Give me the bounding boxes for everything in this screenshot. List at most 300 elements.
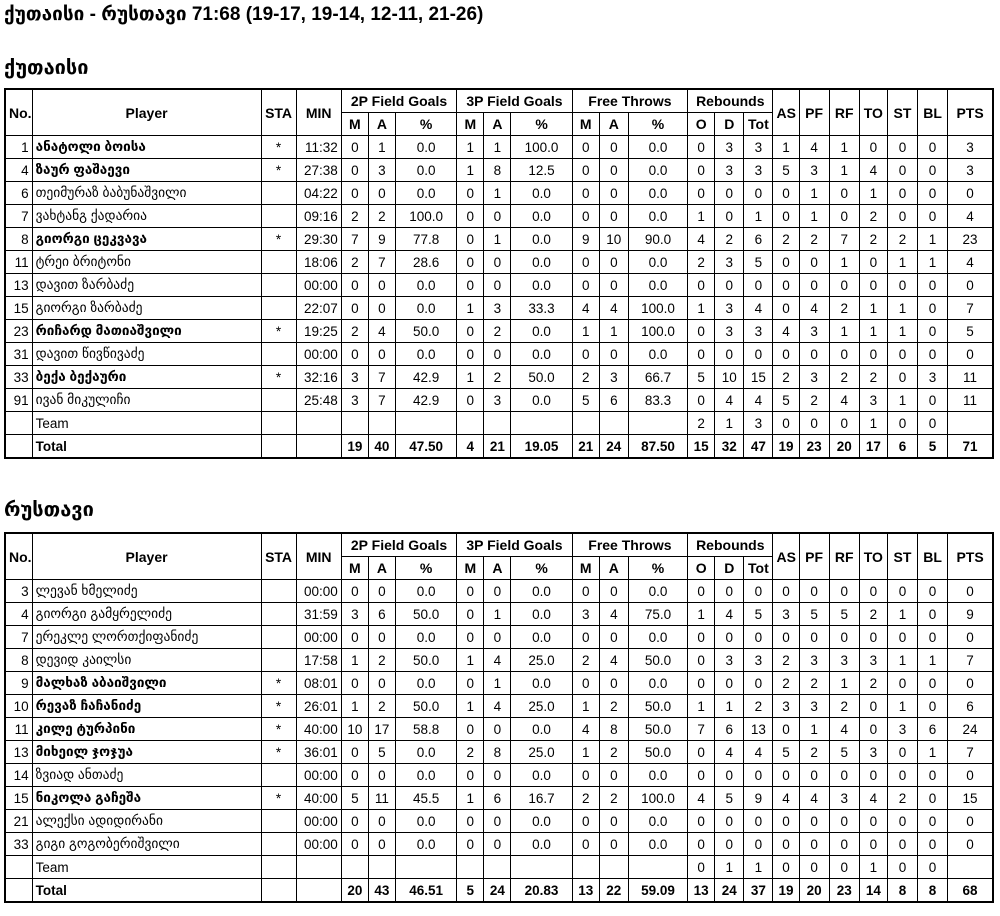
- cell-m2: 0: [341, 343, 368, 366]
- cell-no: 8: [5, 649, 32, 672]
- cell-bl: 6: [918, 718, 948, 741]
- total-cell-as: 19: [773, 879, 799, 903]
- cell-m3: 1: [457, 297, 484, 320]
- cell-tot: 1: [744, 205, 773, 228]
- cell-p2: 0.0: [395, 810, 456, 833]
- cell-p2: 0.0: [395, 159, 456, 182]
- cell-name: ლევან ხმელიძე: [32, 580, 261, 603]
- team-cell-bl: 0: [918, 412, 948, 435]
- cell-as: 0: [773, 274, 799, 297]
- cell-o: 0: [688, 274, 715, 297]
- cell-st: 0: [887, 343, 917, 366]
- cell-bl: 0: [918, 182, 948, 205]
- cell-tot: 5: [744, 251, 773, 274]
- player-row: [5, 580, 993, 603]
- cell-pts: 0: [948, 343, 993, 366]
- cell-a3: 1: [484, 182, 511, 205]
- cell-rf: 0: [829, 205, 859, 228]
- cell-name: მიხეილ ჯოჯუა: [32, 741, 261, 764]
- cell-no: 33: [5, 366, 32, 389]
- cell-m3: 2: [457, 741, 484, 764]
- cell-tot: 4: [744, 741, 773, 764]
- team-cell-rf: 0: [829, 856, 859, 879]
- cell-pts: 3: [948, 159, 993, 182]
- cell-st: 3: [887, 718, 917, 741]
- cell-tot: 0: [744, 833, 773, 856]
- cell-af: 0: [599, 626, 628, 649]
- cell-p3: 0.0: [511, 389, 572, 412]
- cell-mf: 3: [572, 603, 599, 626]
- cell-sta: [261, 764, 296, 787]
- cell-p2: 50.0: [395, 649, 456, 672]
- cell-as: 0: [773, 718, 799, 741]
- cell-af: 4: [599, 649, 628, 672]
- cell-pts: 4: [948, 251, 993, 274]
- player-row: [5, 649, 993, 672]
- cell-tot: 3: [744, 320, 773, 343]
- cell-p2: 0.0: [395, 182, 456, 205]
- team-cell-d: 1: [715, 856, 744, 879]
- cell-name: გიორგი ცეკვავა: [32, 228, 261, 251]
- total-cell-d: 32: [715, 435, 744, 459]
- team-cell-af: [599, 412, 628, 435]
- total-cell-tot: 47: [744, 435, 773, 459]
- cell-pts: 0: [948, 580, 993, 603]
- cell-p3: 16.7: [511, 787, 572, 810]
- cell-sta: *: [261, 672, 296, 695]
- cell-o: 1: [688, 205, 715, 228]
- cell-af: 2: [599, 787, 628, 810]
- cell-tot: 4: [744, 389, 773, 412]
- cell-m2: 1: [341, 695, 368, 718]
- cell-a2: 7: [368, 366, 395, 389]
- cell-tot: 15: [744, 366, 773, 389]
- cell-o: 5: [688, 366, 715, 389]
- cell-a3: 1: [484, 672, 511, 695]
- cell-pf-ft: 0.0: [628, 251, 687, 274]
- cell-name: მალხაზ აბაიშვილი: [32, 672, 261, 695]
- cell-sta: [261, 343, 296, 366]
- cell-no: 6: [5, 182, 32, 205]
- cell-p3: 0.0: [511, 580, 572, 603]
- player-row: [5, 389, 993, 412]
- cell-d: 3: [715, 649, 744, 672]
- cell-tot: 4: [744, 297, 773, 320]
- player-row: [5, 366, 993, 389]
- header-rf: RF: [829, 533, 859, 580]
- player-row: [5, 764, 993, 787]
- team-cell-p2: [395, 856, 456, 879]
- player-row: [5, 810, 993, 833]
- header-pct: %: [511, 557, 572, 580]
- cell-pf-ft: 66.7: [628, 366, 687, 389]
- cell-no: 10: [5, 695, 32, 718]
- cell-p2: 0.0: [395, 343, 456, 366]
- cell-as: 3: [773, 603, 799, 626]
- header-ft: Free Throws: [572, 89, 687, 113]
- cell-pf-ft: 83.3: [628, 389, 687, 412]
- cell-pf: 1: [799, 718, 829, 741]
- cell-st: 0: [887, 205, 917, 228]
- cell-rf: 3: [829, 649, 859, 672]
- cell-bl: 0: [918, 297, 948, 320]
- cell-to: 0: [859, 626, 887, 649]
- cell-p2: 42.9: [395, 366, 456, 389]
- cell-af: 4: [599, 297, 628, 320]
- total-cell-o: 15: [688, 435, 715, 459]
- cell-af: 0: [599, 833, 628, 856]
- cell-name: ზაურ ფაშაევი: [32, 159, 261, 182]
- cell-pf-ft: 0.0: [628, 182, 687, 205]
- cell-name: ალექსი ადიდირანი: [32, 810, 261, 833]
- cell-sta: [261, 205, 296, 228]
- cell-tot: 13: [744, 718, 773, 741]
- cell-st: 0: [887, 741, 917, 764]
- cell-rf: 0: [829, 274, 859, 297]
- cell-no: 15: [5, 297, 32, 320]
- cell-st: 0: [887, 833, 917, 856]
- header-m: M: [457, 557, 484, 580]
- cell-pf-ft: 0.0: [628, 136, 687, 159]
- cell-bl: 0: [918, 343, 948, 366]
- team-name-away: რუსთავი: [4, 499, 94, 521]
- cell-p2: 42.9: [395, 389, 456, 412]
- cell-p2: 0.0: [395, 672, 456, 695]
- cell-m2: 2: [341, 320, 368, 343]
- cell-o: 1: [688, 603, 715, 626]
- cell-m2: 0: [341, 136, 368, 159]
- team-cell-as: 0: [773, 856, 799, 879]
- cell-a2: 0: [368, 672, 395, 695]
- cell-min: 40:00: [296, 718, 341, 741]
- cell-st: 1: [887, 603, 917, 626]
- team-cell-st: 0: [887, 856, 917, 879]
- cell-a3: 6: [484, 787, 511, 810]
- cell-no: 13: [5, 274, 32, 297]
- cell-mf: 4: [572, 718, 599, 741]
- cell-o: 4: [688, 787, 715, 810]
- cell-tot: 0: [744, 343, 773, 366]
- team-cell-p3: [511, 412, 572, 435]
- cell-mf: 2: [572, 787, 599, 810]
- team-cell-pf-ft: [628, 856, 687, 879]
- cell-sta: [261, 297, 296, 320]
- cell-mf: 0: [572, 764, 599, 787]
- cell-p2: 0.0: [395, 626, 456, 649]
- cell-min: 00:00: [296, 764, 341, 787]
- cell-a3: 1: [484, 228, 511, 251]
- cell-bl: 0: [918, 274, 948, 297]
- cell-rf: 4: [829, 389, 859, 412]
- cell-p2: 50.0: [395, 603, 456, 626]
- cell-rf: 0: [829, 626, 859, 649]
- cell-bl: 3: [918, 366, 948, 389]
- cell-tot: 0: [744, 182, 773, 205]
- total-cell-o: 13: [688, 879, 715, 903]
- team-cell-o: 2: [688, 412, 715, 435]
- team-cell-tot: 3: [744, 412, 773, 435]
- cell-m3: 0: [457, 833, 484, 856]
- header-tot: Tot: [744, 113, 773, 136]
- cell-p2: 58.8: [395, 718, 456, 741]
- player-row: [5, 672, 993, 695]
- cell-a3: 1: [484, 603, 511, 626]
- cell-min: 25:48: [296, 389, 341, 412]
- cell-p3: 25.0: [511, 649, 572, 672]
- cell-sta: *: [261, 320, 296, 343]
- cell-pf-ft: 0.0: [628, 626, 687, 649]
- cell-m3: 1: [457, 366, 484, 389]
- cell-m3: 0: [457, 580, 484, 603]
- team-cell-a2: [368, 856, 395, 879]
- cell-rf: 4: [829, 718, 859, 741]
- team-cell-a2: [368, 412, 395, 435]
- cell-pts: 11: [948, 389, 993, 412]
- cell-a3: 0: [484, 205, 511, 228]
- cell-p2: 0.0: [395, 136, 456, 159]
- cell-a2: 0: [368, 764, 395, 787]
- cell-d: 0: [715, 764, 744, 787]
- header-fg3: 3P Field Goals: [457, 533, 572, 557]
- team-cell-m3: [457, 856, 484, 879]
- cell-a2: 3: [368, 159, 395, 182]
- cell-min: 00:00: [296, 274, 341, 297]
- header-no: No.: [5, 89, 32, 136]
- cell-to: 2: [859, 228, 887, 251]
- cell-a3: 0: [484, 833, 511, 856]
- header-d: D: [715, 557, 744, 580]
- player-row: [5, 136, 993, 159]
- cell-pf-ft: 50.0: [628, 741, 687, 764]
- header-bl: BL: [918, 89, 948, 136]
- cell-name: ივან მიკულიჩი: [32, 389, 261, 412]
- total-cell-to: 17: [859, 435, 887, 459]
- cell-no: 4: [5, 603, 32, 626]
- cell-p2: 0.0: [395, 580, 456, 603]
- player-row: [5, 695, 993, 718]
- header-sta: STA: [261, 89, 296, 136]
- cell-sta: [261, 274, 296, 297]
- header-no: No.: [5, 533, 32, 580]
- cell-o: 0: [688, 136, 715, 159]
- cell-af: 6: [599, 389, 628, 412]
- cell-as: 5: [773, 741, 799, 764]
- cell-mf: 9: [572, 228, 599, 251]
- header-pf: PF: [799, 533, 829, 580]
- cell-pf-ft: 0.0: [628, 205, 687, 228]
- cell-m2: 0: [341, 810, 368, 833]
- cell-as: 0: [773, 182, 799, 205]
- cell-to: 2: [859, 672, 887, 695]
- cell-m3: 0: [457, 603, 484, 626]
- cell-d: 0: [715, 810, 744, 833]
- cell-p2: 0.0: [395, 741, 456, 764]
- cell-a2: 0: [368, 626, 395, 649]
- game-title: ქუთაისი - რუსთავი 71:68 (19-17, 19-14, 12-11, 21-26): [4, 4, 484, 25]
- cell-af: 0: [599, 205, 628, 228]
- cell-min: 32:16: [296, 366, 341, 389]
- cell-m2: 3: [341, 603, 368, 626]
- team-cell-to: 1: [859, 412, 887, 435]
- total-cell-st: 8: [887, 879, 917, 903]
- cell-pts: 9: [948, 603, 993, 626]
- cell-mf: 0: [572, 182, 599, 205]
- cell-pts: 23: [948, 228, 993, 251]
- cell-bl: 0: [918, 603, 948, 626]
- cell-p3: 0.0: [511, 603, 572, 626]
- cell-mf: 0: [572, 205, 599, 228]
- cell-st: 0: [887, 274, 917, 297]
- cell-a2: 0: [368, 580, 395, 603]
- cell-a2: 0: [368, 182, 395, 205]
- cell-to: 0: [859, 580, 887, 603]
- cell-m2: 0: [341, 274, 368, 297]
- player-row: [5, 787, 993, 810]
- cell-name: დავით წივწივაძე: [32, 343, 261, 366]
- cell-m3: 0: [457, 810, 484, 833]
- cell-af: 0: [599, 274, 628, 297]
- cell-mf: 5: [572, 389, 599, 412]
- cell-d: 3: [715, 297, 744, 320]
- cell-pf-ft: 0.0: [628, 764, 687, 787]
- cell-af: 3: [599, 366, 628, 389]
- team-cell-st: 0: [887, 412, 917, 435]
- cell-min: 40:00: [296, 787, 341, 810]
- cell-m2: 0: [341, 672, 368, 695]
- cell-st: 0: [887, 626, 917, 649]
- cell-to: 1: [859, 297, 887, 320]
- cell-pf: 0: [799, 810, 829, 833]
- cell-a2: 0: [368, 343, 395, 366]
- player-row: [5, 603, 993, 626]
- cell-rf: 1: [829, 251, 859, 274]
- cell-as: 4: [773, 320, 799, 343]
- cell-bl: 0: [918, 580, 948, 603]
- cell-tot: 2: [744, 695, 773, 718]
- cell-as: 0: [773, 833, 799, 856]
- cell-to: 3: [859, 389, 887, 412]
- cell-p3: 0.0: [511, 251, 572, 274]
- total-cell-pf-ft: 87.50: [628, 435, 687, 459]
- cell-st: 0: [887, 810, 917, 833]
- cell-d: 0: [715, 672, 744, 695]
- team-name-home: ქუთაისი: [4, 57, 89, 79]
- team-row: [5, 412, 993, 435]
- total-cell-a3: 21: [484, 435, 511, 459]
- cell-pf: 2: [799, 389, 829, 412]
- cell-d: 4: [715, 741, 744, 764]
- cell-mf: 2: [572, 649, 599, 672]
- cell-as: 2: [773, 672, 799, 695]
- team-cell-pts: [948, 856, 993, 879]
- player-row: [5, 626, 993, 649]
- cell-name: რიჩარდ მათიაშვილი: [32, 320, 261, 343]
- cell-m3: 0: [457, 718, 484, 741]
- cell-name: ნიკოლა გაჩეშა: [32, 787, 261, 810]
- team-cell-m2: [341, 412, 368, 435]
- team-cell-af: [599, 856, 628, 879]
- cell-to: 4: [859, 787, 887, 810]
- cell-m2: 1: [341, 649, 368, 672]
- cell-to: 2: [859, 366, 887, 389]
- cell-a3: 0: [484, 251, 511, 274]
- total-cell-m3: 4: [457, 435, 484, 459]
- cell-mf: 0: [572, 343, 599, 366]
- cell-rf: 5: [829, 741, 859, 764]
- cell-d: 6: [715, 718, 744, 741]
- cell-a3: 0: [484, 274, 511, 297]
- cell-bl: 0: [918, 810, 948, 833]
- cell-af: 0: [599, 672, 628, 695]
- cell-pts: 0: [948, 810, 993, 833]
- cell-m2: 0: [341, 741, 368, 764]
- cell-st: 2: [887, 228, 917, 251]
- cell-p3: 0.0: [511, 228, 572, 251]
- cell-bl: 0: [918, 787, 948, 810]
- cell-af: 0: [599, 810, 628, 833]
- header-sta: STA: [261, 533, 296, 580]
- cell-p2: 0.0: [395, 764, 456, 787]
- cell-as: 5: [773, 159, 799, 182]
- cell-o: 0: [688, 320, 715, 343]
- cell-o: 0: [688, 626, 715, 649]
- cell-sta: [261, 580, 296, 603]
- cell-af: 1: [599, 320, 628, 343]
- player-row: [5, 274, 993, 297]
- total-cell-no: [5, 879, 32, 903]
- cell-af: 0: [599, 159, 628, 182]
- cell-name: დავით ზარბაძე: [32, 274, 261, 297]
- header-a: A: [484, 557, 511, 580]
- cell-name: ერეკლე ლორთქიფანიძე: [32, 626, 261, 649]
- total-cell-min: [296, 879, 341, 903]
- team-cell-name: Team: [32, 856, 261, 879]
- cell-a2: 2: [368, 649, 395, 672]
- cell-m3: 0: [457, 182, 484, 205]
- team-cell-mf: [572, 856, 599, 879]
- team-cell-min: [296, 856, 341, 879]
- cell-as: 0: [773, 626, 799, 649]
- cell-no: 21: [5, 810, 32, 833]
- team-cell-bl: 0: [918, 856, 948, 879]
- cell-d: 2: [715, 228, 744, 251]
- cell-sta: *: [261, 228, 296, 251]
- header-fg3: 3P Field Goals: [457, 89, 572, 113]
- cell-st: 1: [887, 297, 917, 320]
- cell-mf: 0: [572, 672, 599, 695]
- cell-bl: 0: [918, 320, 948, 343]
- cell-sta: *: [261, 136, 296, 159]
- player-row: [5, 251, 993, 274]
- cell-st: 0: [887, 764, 917, 787]
- cell-sta: [261, 649, 296, 672]
- cell-rf: 0: [829, 810, 859, 833]
- cell-pts: 0: [948, 182, 993, 205]
- total-cell-pf-ft: 59.09: [628, 879, 687, 903]
- total-cell-rf: 23: [829, 879, 859, 903]
- cell-p2: 77.8: [395, 228, 456, 251]
- cell-m2: 0: [341, 764, 368, 787]
- team-cell-pf: 0: [799, 856, 829, 879]
- cell-to: 1: [859, 182, 887, 205]
- cell-p3: 0.0: [511, 205, 572, 228]
- cell-name: გიორგი გამყრელიძე: [32, 603, 261, 626]
- cell-name: ვახტანგ ქადარია: [32, 205, 261, 228]
- cell-p2: 0.0: [395, 833, 456, 856]
- header-pts: PTS: [948, 533, 993, 580]
- team-cell-min: [296, 412, 341, 435]
- cell-bl: 1: [918, 741, 948, 764]
